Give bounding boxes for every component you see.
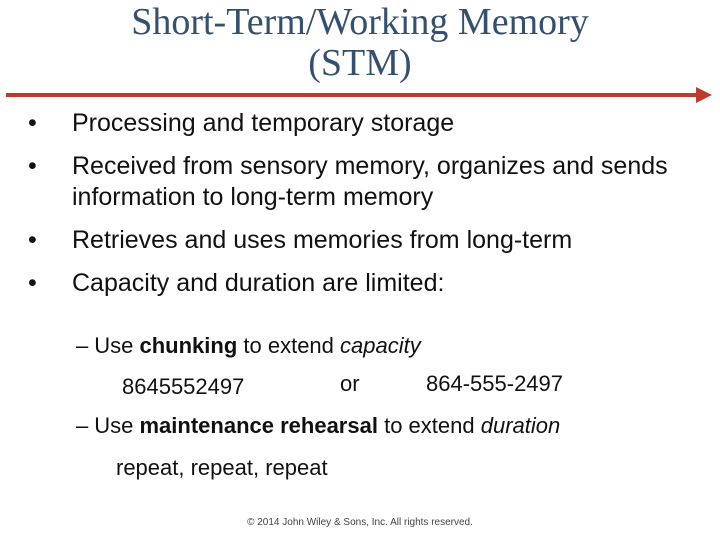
term-chunking: chunking: [139, 333, 238, 358]
rehearsal-example: repeat, repeat, repeat: [116, 455, 328, 480]
bullet-symbol: •: [28, 109, 37, 137]
term-maintenance-rehearsal: maintenance rehearsal: [139, 413, 378, 438]
bullet-symbol: •: [28, 152, 37, 180]
example-chunked-number: 864-555-2497: [426, 371, 564, 396]
slide-title: [0, 2, 720, 84]
example-unchunked-number: 8645552497: [122, 374, 245, 399]
sub-bullet-prefix: Use: [94, 333, 140, 358]
term-duration: duration: [480, 413, 561, 438]
bullet-symbol: •: [28, 226, 37, 254]
sub-bullet-dash: –: [76, 413, 89, 438]
copyright-footer: © 2014 John Wiley & Sons, Inc. All rights reserved.: [247, 517, 473, 528]
sub-bullet-prefix: Use: [94, 413, 140, 438]
bullet-item: [26, 151, 711, 213]
bullet-item: [26, 268, 711, 299]
sub-bullet-middle: to extend: [377, 413, 481, 438]
sub-bullet-middle: to extend: [237, 333, 341, 358]
slide-title-line2: (STM): [308, 42, 412, 84]
sub-bullet-dash: –: [76, 333, 89, 358]
bullet-text: Capacity and duration are limited:: [72, 269, 445, 297]
sub-bullet-rehearsal: [76, 413, 560, 439]
bullet-text: Processing and temporary storage: [72, 109, 455, 137]
bullet-text: Received from sensory memory, organizes and sends information to long-term memory: [72, 152, 668, 211]
title-underline-arrow: [0, 84, 720, 106]
sub-bullet-chunking: [76, 333, 421, 359]
bullet-text: Retrieves and uses memories from long-term: [72, 226, 573, 254]
example-or: or: [340, 371, 360, 396]
slide-title-line1: Short-Term/Working Memory: [131, 1, 589, 43]
bullet-list: [26, 108, 711, 311]
bullet-symbol: •: [28, 269, 37, 297]
bullet-item: [26, 225, 711, 256]
term-capacity: capacity: [340, 333, 421, 358]
bullet-item: [26, 108, 711, 139]
